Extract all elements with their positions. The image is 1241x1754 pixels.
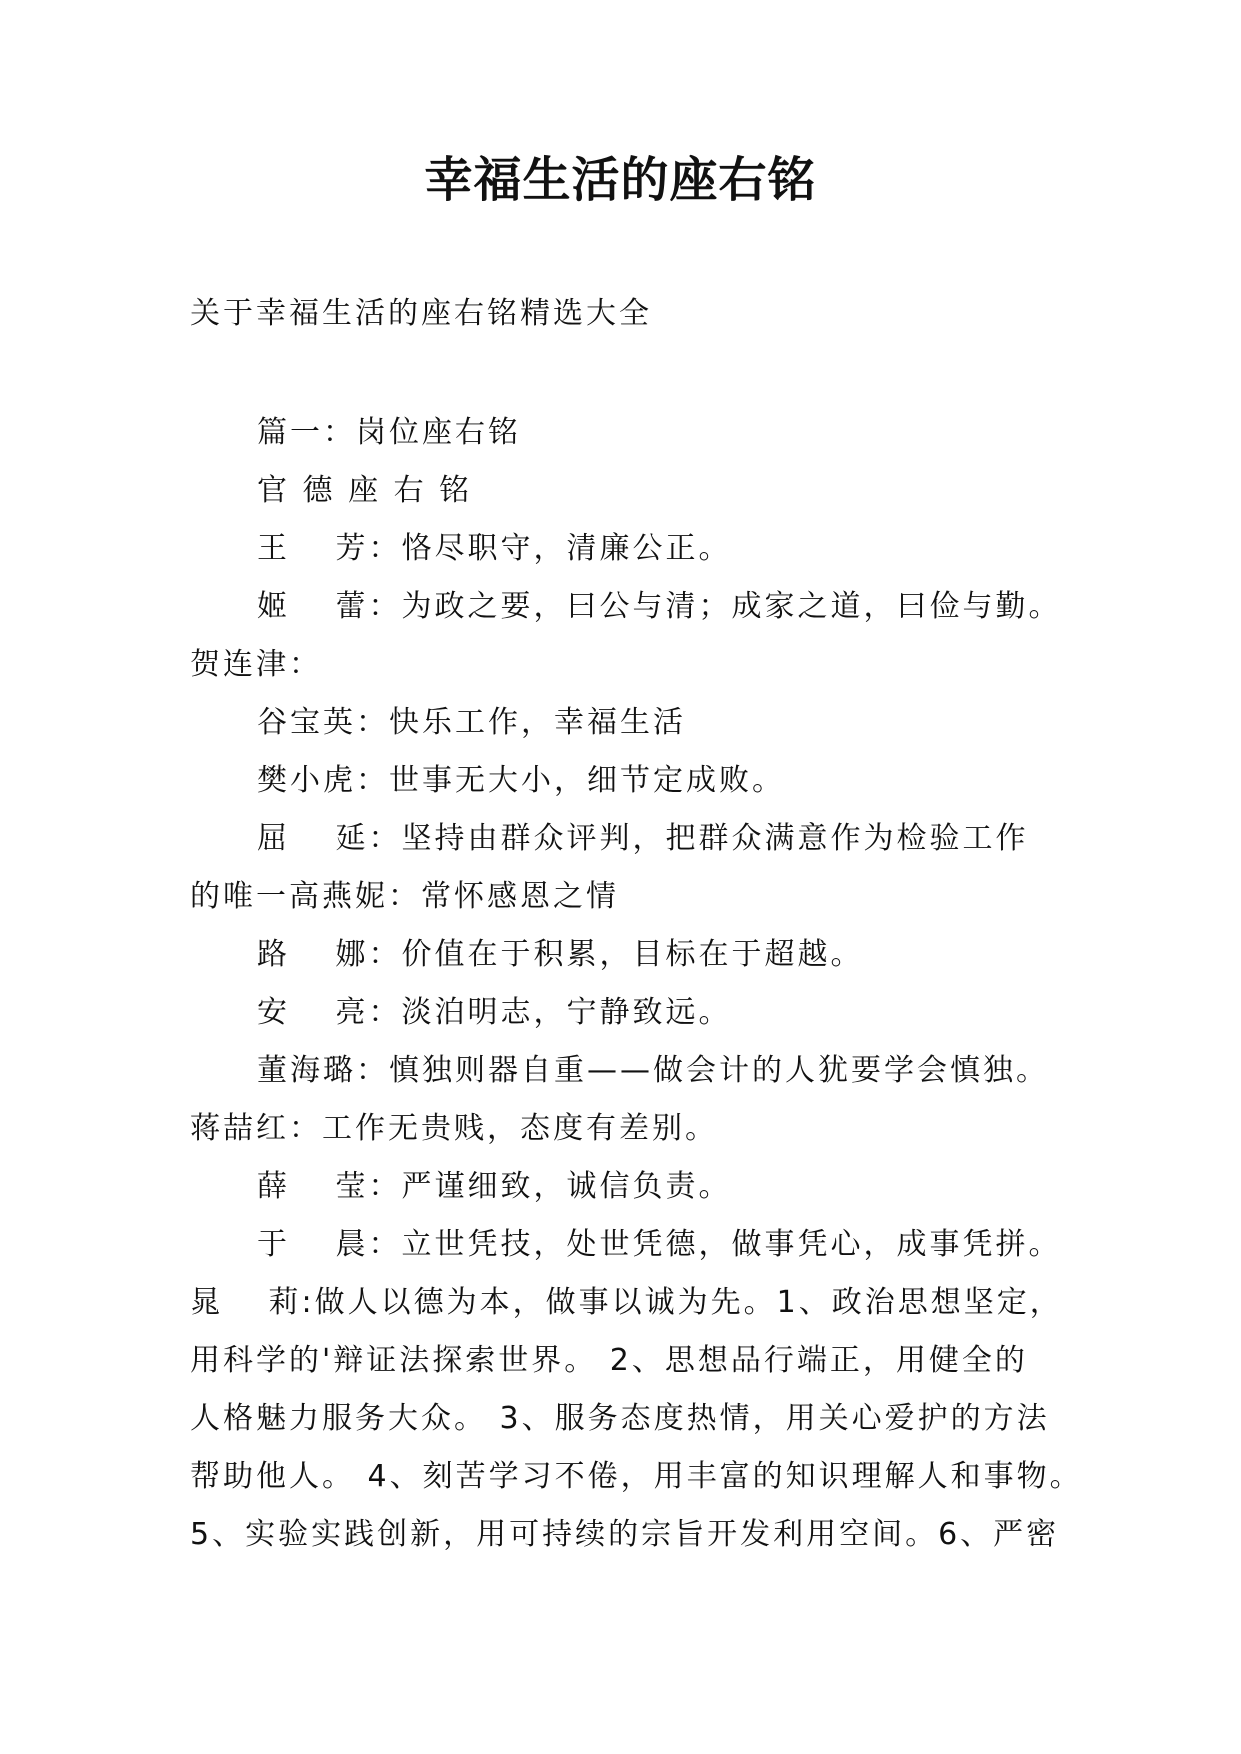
paragraph-line: 官 德 座 右 铭 xyxy=(257,473,473,508)
paragraph-line: 路 娜：价值在于积累，目标在于超越。 xyxy=(257,937,864,972)
paragraph-line: 王 芳：恪尽职守，清廉公正。 xyxy=(257,531,732,566)
paragraph-line: 安 亮：淡泊明志，宁静致远。 xyxy=(257,995,732,1030)
paragraph-line: 屈 延：坚持由群众评判，把群众满意作为检验工作 xyxy=(257,821,1029,856)
paragraph-line: 的唯一高燕妮：常怀感恩之情 xyxy=(190,879,619,914)
paragraph-line: 贺连津： xyxy=(190,647,322,682)
paragraph-line: 于 晨：立世凭技，处世凭德，做事凭心，成事凭拼。 xyxy=(257,1227,1062,1262)
paragraph-line: 蒋喆红：工作无贵贱，态度有差别。 xyxy=(190,1111,718,1146)
paragraph-line: 董海璐：慎独则器自重——做会计的人犹要学会慎独。 xyxy=(257,1053,1049,1088)
paragraph-line: 薛 莹：严谨细致，诚信负责。 xyxy=(257,1169,732,1204)
paragraph-line: 姬 蕾：为政之要，曰公与清；成家之道，曰俭与勤。 xyxy=(257,589,1062,624)
document-body xyxy=(190,404,1083,1564)
paragraph-line: 晁 莉:做人以德为本，做事以诚为先。1、政治思想坚定， xyxy=(190,1285,1063,1320)
paragraph-line: 5、实验实践创新，用可持续的宗旨开发利用空间。6、严密 xyxy=(190,1517,1060,1552)
paragraph-line: 帮助他人。 4、刻苦学习不倦，用丰富的知识理解人和事物。 xyxy=(190,1459,1083,1494)
paragraph-line: 谷宝英：快乐工作，幸福生活 xyxy=(257,705,686,740)
paragraph-line: 用科学的'辩证法探索世界。 2、思想品行端正，用健全的 xyxy=(190,1343,1028,1378)
paragraph-line: 人格魅力服务大众。 3、服务态度热情，用关心爱护的方法 xyxy=(190,1401,1050,1436)
paragraph-line: 篇一：岗位座右铭 xyxy=(257,415,521,450)
document-title: 幸福生活的座右铭 xyxy=(424,152,817,208)
paragraph-line: 樊小虎：世事无大小，细节定成败。 xyxy=(257,763,785,798)
document-subtitle: 关于幸福生活的座右铭精选大全 xyxy=(190,296,652,331)
